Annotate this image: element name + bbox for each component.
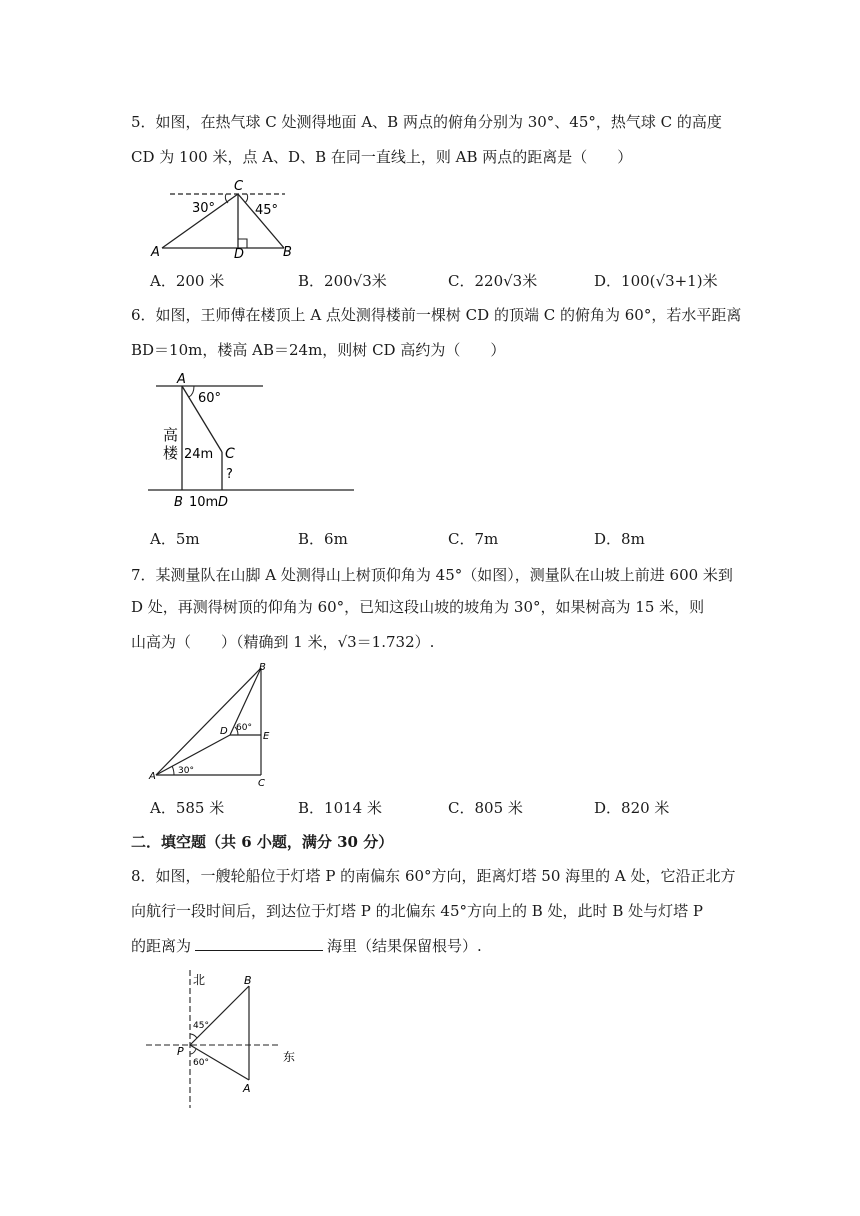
q6-line-1: 6．如图，王师傅在楼顶上 A 点处测得楼前一棵树 CD 的顶端 C 的俯角为 60°，若水平距离 <box>131 306 742 324</box>
q7-option-d[interactable]: D．820 米 <box>594 799 670 817</box>
q8-line-3 <box>131 936 482 956</box>
q8-label-b: B <box>244 974 252 987</box>
q5-option-a[interactable]: A．200 米 <box>150 272 225 290</box>
q6-option-a[interactable]: A．5m <box>150 530 200 548</box>
q8-label-p: P <box>177 1045 184 1058</box>
q8-angle-45: 45° <box>193 1021 209 1031</box>
q7-line-2: D 处，再测得树顶的仰角为 60°，已知这段山坡的坡角为 30°，如果树高为 15 米，则 <box>131 598 705 616</box>
q7-label-c: C <box>258 778 265 789</box>
q6-option-d[interactable]: D．8m <box>594 530 645 548</box>
q6-question-mark: ? <box>226 467 233 482</box>
q5-label-a: A <box>151 245 160 260</box>
q5-angle-30: 30° <box>192 201 216 216</box>
q7-option-b[interactable]: B．1014 米 <box>298 799 382 817</box>
q8-line-3-prefix: 的距离为 <box>131 937 192 955</box>
q6-option-b[interactable]: B．6m <box>298 530 348 548</box>
q5-option-b[interactable]: B．200√3米 <box>298 272 387 290</box>
q6-label-c: C <box>225 446 235 462</box>
q5-label-c: C <box>234 179 244 194</box>
q7-option-a[interactable]: A．585 米 <box>150 799 225 817</box>
q7-angle-60: 60° <box>236 723 252 733</box>
q8-north-label: 北 <box>193 973 206 987</box>
q5-line-1: 5．如图，在热气球 C 处测得地面 A、B 两点的俯角分别为 30°、45°，热气球 C 的高度 <box>131 113 722 131</box>
q7-label-e: E <box>263 731 270 742</box>
q8-line-2: 向航行一段时间后，到达位于灯塔 P 的北偏东 45°方向上的 B 处，此时 B 处与灯塔 P <box>131 902 703 920</box>
q7-angle-30: 30° <box>178 766 194 776</box>
q8-label-a: A <box>243 1082 251 1095</box>
q5-option-c[interactable]: C．220√3米 <box>448 272 538 290</box>
q7-label-d: D <box>220 726 228 737</box>
q7-label-b: B <box>259 662 266 673</box>
q8-answer-blank[interactable] <box>195 936 323 951</box>
q7-label-a: A <box>149 771 156 782</box>
q6-figure <box>148 372 358 510</box>
q6-label-a: A <box>177 372 186 387</box>
q6-building-label-2: 楼 <box>163 444 179 462</box>
q6-label-b: B <box>174 495 183 510</box>
q5-option-d[interactable]: D．100(√3+1)米 <box>594 272 718 290</box>
q8-line-1: 8．如图，一艘轮船位于灯塔 P 的南偏东 60°方向，距离灯塔 50 海里的 A 处，它沿正北方 <box>131 867 736 885</box>
q8-line-3-suffix: 海里（结果保留根号）. <box>327 937 482 955</box>
q6-height-label: 24m <box>184 447 214 462</box>
q8-east-label: 东 <box>283 1050 296 1064</box>
q6-angle-60: 60° <box>198 391 222 406</box>
q7-line-3: 山高为（ ）（精确到 1 米，√3＝1.732）. <box>131 633 435 651</box>
q8-figure <box>146 966 306 1112</box>
q6-distance-label: 10m <box>189 495 219 510</box>
q5-line-2: CD 为 100 米，点 A、D、B 在同一直线上，则 AB 两点的距离是（ ） <box>131 148 633 166</box>
q7-figure <box>148 660 278 790</box>
q5-label-b: B <box>283 245 292 260</box>
q6-option-c[interactable]: C．7m <box>448 530 499 548</box>
section-heading: 二．填空题（共 6 小题，满分 30 分） <box>131 833 394 851</box>
q5-label-d: D <box>234 247 245 262</box>
q6-building-label-1: 高 <box>163 426 179 444</box>
q6-label-d: D <box>218 495 229 510</box>
q7-option-c[interactable]: C．805 米 <box>448 799 523 817</box>
q6-line-2: BD＝10m，楼高 AB＝24m，则树 CD 高约为（ ） <box>131 341 506 359</box>
q8-angle-60: 60° <box>193 1058 209 1068</box>
q5-figure <box>150 176 300 260</box>
q5-angle-45: 45° <box>255 203 279 218</box>
q7-line-1: 7．某测量队在山脚 A 处测得山上树顶仰角为 45°（如图），测量队在山坡上前进 600 米到 <box>131 566 733 584</box>
